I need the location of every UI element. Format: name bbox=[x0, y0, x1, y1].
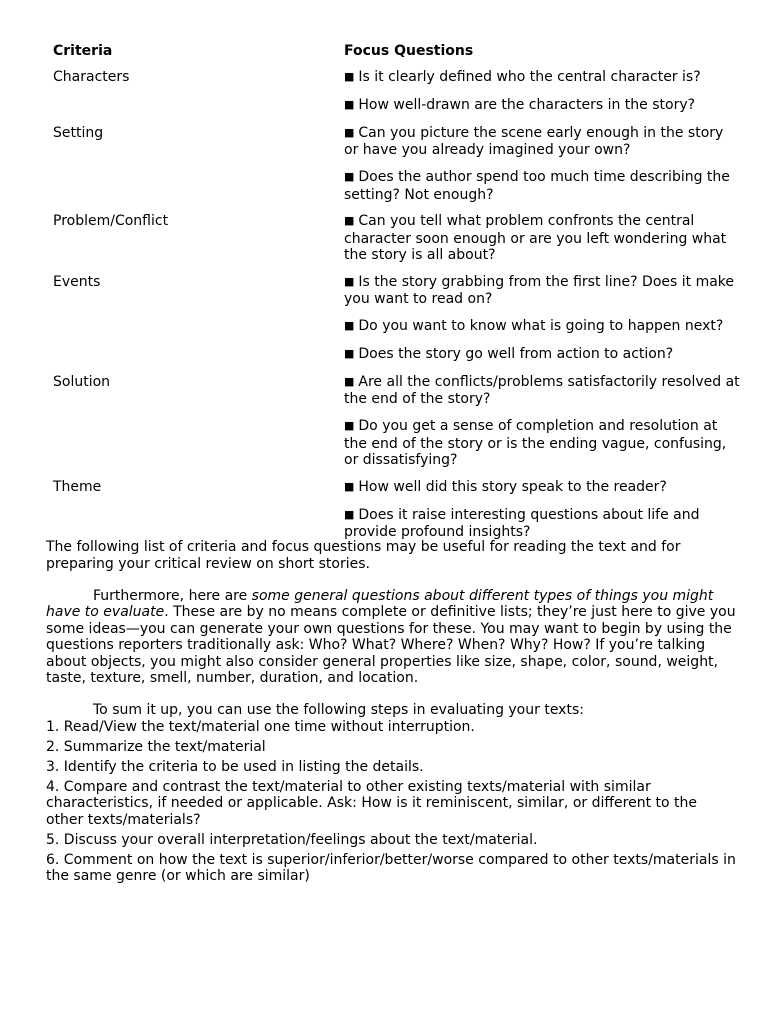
table-row bbox=[53, 213, 743, 264]
body-text bbox=[46, 539, 736, 885]
italic-phrase: some general questions about different types of things you might have to evaluate bbox=[46, 587, 714, 620]
square-bullet-icon: ■ bbox=[344, 347, 355, 360]
table-header bbox=[53, 43, 743, 69]
question-list bbox=[344, 213, 742, 264]
square-bullet-icon: ■ bbox=[344, 374, 355, 388]
square-bullet-icon: ■ bbox=[344, 98, 355, 111]
square-bullet-icon: ■ bbox=[344, 507, 355, 521]
table-row bbox=[53, 125, 743, 204]
criterion-label: Characters bbox=[53, 69, 130, 85]
table-row bbox=[53, 479, 743, 541]
steps-list bbox=[46, 719, 736, 885]
intro-paragraph: The following list of criteria and focus questions may be useful for reading the text and for preparing your critical review on short stories. bbox=[46, 539, 681, 572]
criterion-label: Theme bbox=[53, 478, 102, 495]
focus-question: ■ Do you get a sense of completion and resolution at the end of the story or is the ending vague, confusing, or dissatisfying? bbox=[344, 418, 727, 468]
focus-question: ■ Can you picture the scene early enough in the story or have you already imagined your own? bbox=[344, 124, 724, 158]
criterion-label: Solution bbox=[53, 373, 111, 390]
step-item: 5. Discuss your overall interpretation/feelings about the text/material. bbox=[46, 831, 538, 848]
square-bullet-icon: ■ bbox=[344, 319, 355, 332]
focus-question: ■ How well-drawn are the characters in the story? bbox=[344, 97, 696, 113]
questions-paragraph: Furthermore, here are some general questions about different types of things you might have to evaluate. These are by no means complete or definitive lists; they’re just here to give you some ideas—you can generate your own questions for these. You may want to begin by using the questions reporters traditionally ask: Who? What? Where? When? Why? How? If you’re talking about objects, you might also consider general properties like size, shape, color, sound, weight, taste, texture, smell, number, duration, and location. bbox=[46, 587, 736, 686]
step-item: 4. Compare and contrast the text/material to other existing texts/material with similar characteristics, if needed or applicable. Ask: How is it reminiscent, similar, or different to the other texts/materials? bbox=[46, 778, 697, 828]
focus-question: ■ Do you want to know what is going to happen next? bbox=[344, 318, 724, 334]
criterion-label: Problem/Conflict bbox=[53, 213, 169, 229]
focus-questions-header: Focus Questions bbox=[344, 43, 474, 59]
focus-question: ■ Is it clearly defined who the central character is? bbox=[344, 69, 701, 85]
criteria-header: Criteria bbox=[53, 43, 113, 59]
step-item: 6. Comment on how the text is superior/inferior/better/worse compared to other texts/materials in the same genre (or which are similar) bbox=[46, 851, 736, 884]
focus-question: ■ How well did this story speak to the reader? bbox=[344, 478, 667, 495]
focus-question: ■ Is the story grabbing from the first line? Does it make you want to read on? bbox=[344, 273, 735, 307]
square-bullet-icon: ■ bbox=[344, 274, 355, 288]
criterion-label: Events bbox=[53, 273, 101, 290]
focus-question: ■ Does it raise interesting questions about life and provide profound insights? bbox=[344, 506, 700, 540]
step-item: 1. Read/View the text/material one time without interruption. bbox=[46, 718, 475, 735]
step-item: 2. Summarize the text/material bbox=[46, 738, 266, 755]
step-item: 3. Identify the criteria to be used in listing the details. bbox=[46, 758, 424, 775]
criterion-label: Setting bbox=[53, 124, 104, 141]
square-bullet-icon: ■ bbox=[344, 214, 355, 227]
square-bullet-icon: ■ bbox=[344, 419, 355, 432]
focus-question: ■ Are all the conflicts/problems satisfactorily resolved at the end of the story? bbox=[344, 373, 740, 407]
focus-question: ■ Does the author spend too much time describing the setting? Not enough? bbox=[344, 169, 730, 203]
question-list bbox=[344, 125, 742, 204]
table-row bbox=[53, 69, 743, 115]
question-list bbox=[344, 374, 742, 469]
square-bullet-icon: ■ bbox=[344, 70, 355, 83]
focus-question: ■ Can you tell what problem confronts the central character soon enough or are you left wondering what the story is all about? bbox=[344, 213, 727, 263]
focus-question: ■ Does the story go well from action to action? bbox=[344, 346, 674, 362]
table-row bbox=[53, 374, 743, 469]
summary-intro: To sum it up, you can use the following steps in evaluating your texts: bbox=[93, 702, 584, 718]
square-bullet-icon: ■ bbox=[344, 170, 355, 183]
table-row bbox=[53, 274, 743, 364]
question-list bbox=[344, 69, 742, 115]
question-list bbox=[344, 479, 742, 541]
square-bullet-icon: ■ bbox=[344, 479, 355, 493]
question-list bbox=[344, 274, 742, 364]
square-bullet-icon: ■ bbox=[344, 125, 355, 139]
criteria-table bbox=[53, 43, 743, 551]
